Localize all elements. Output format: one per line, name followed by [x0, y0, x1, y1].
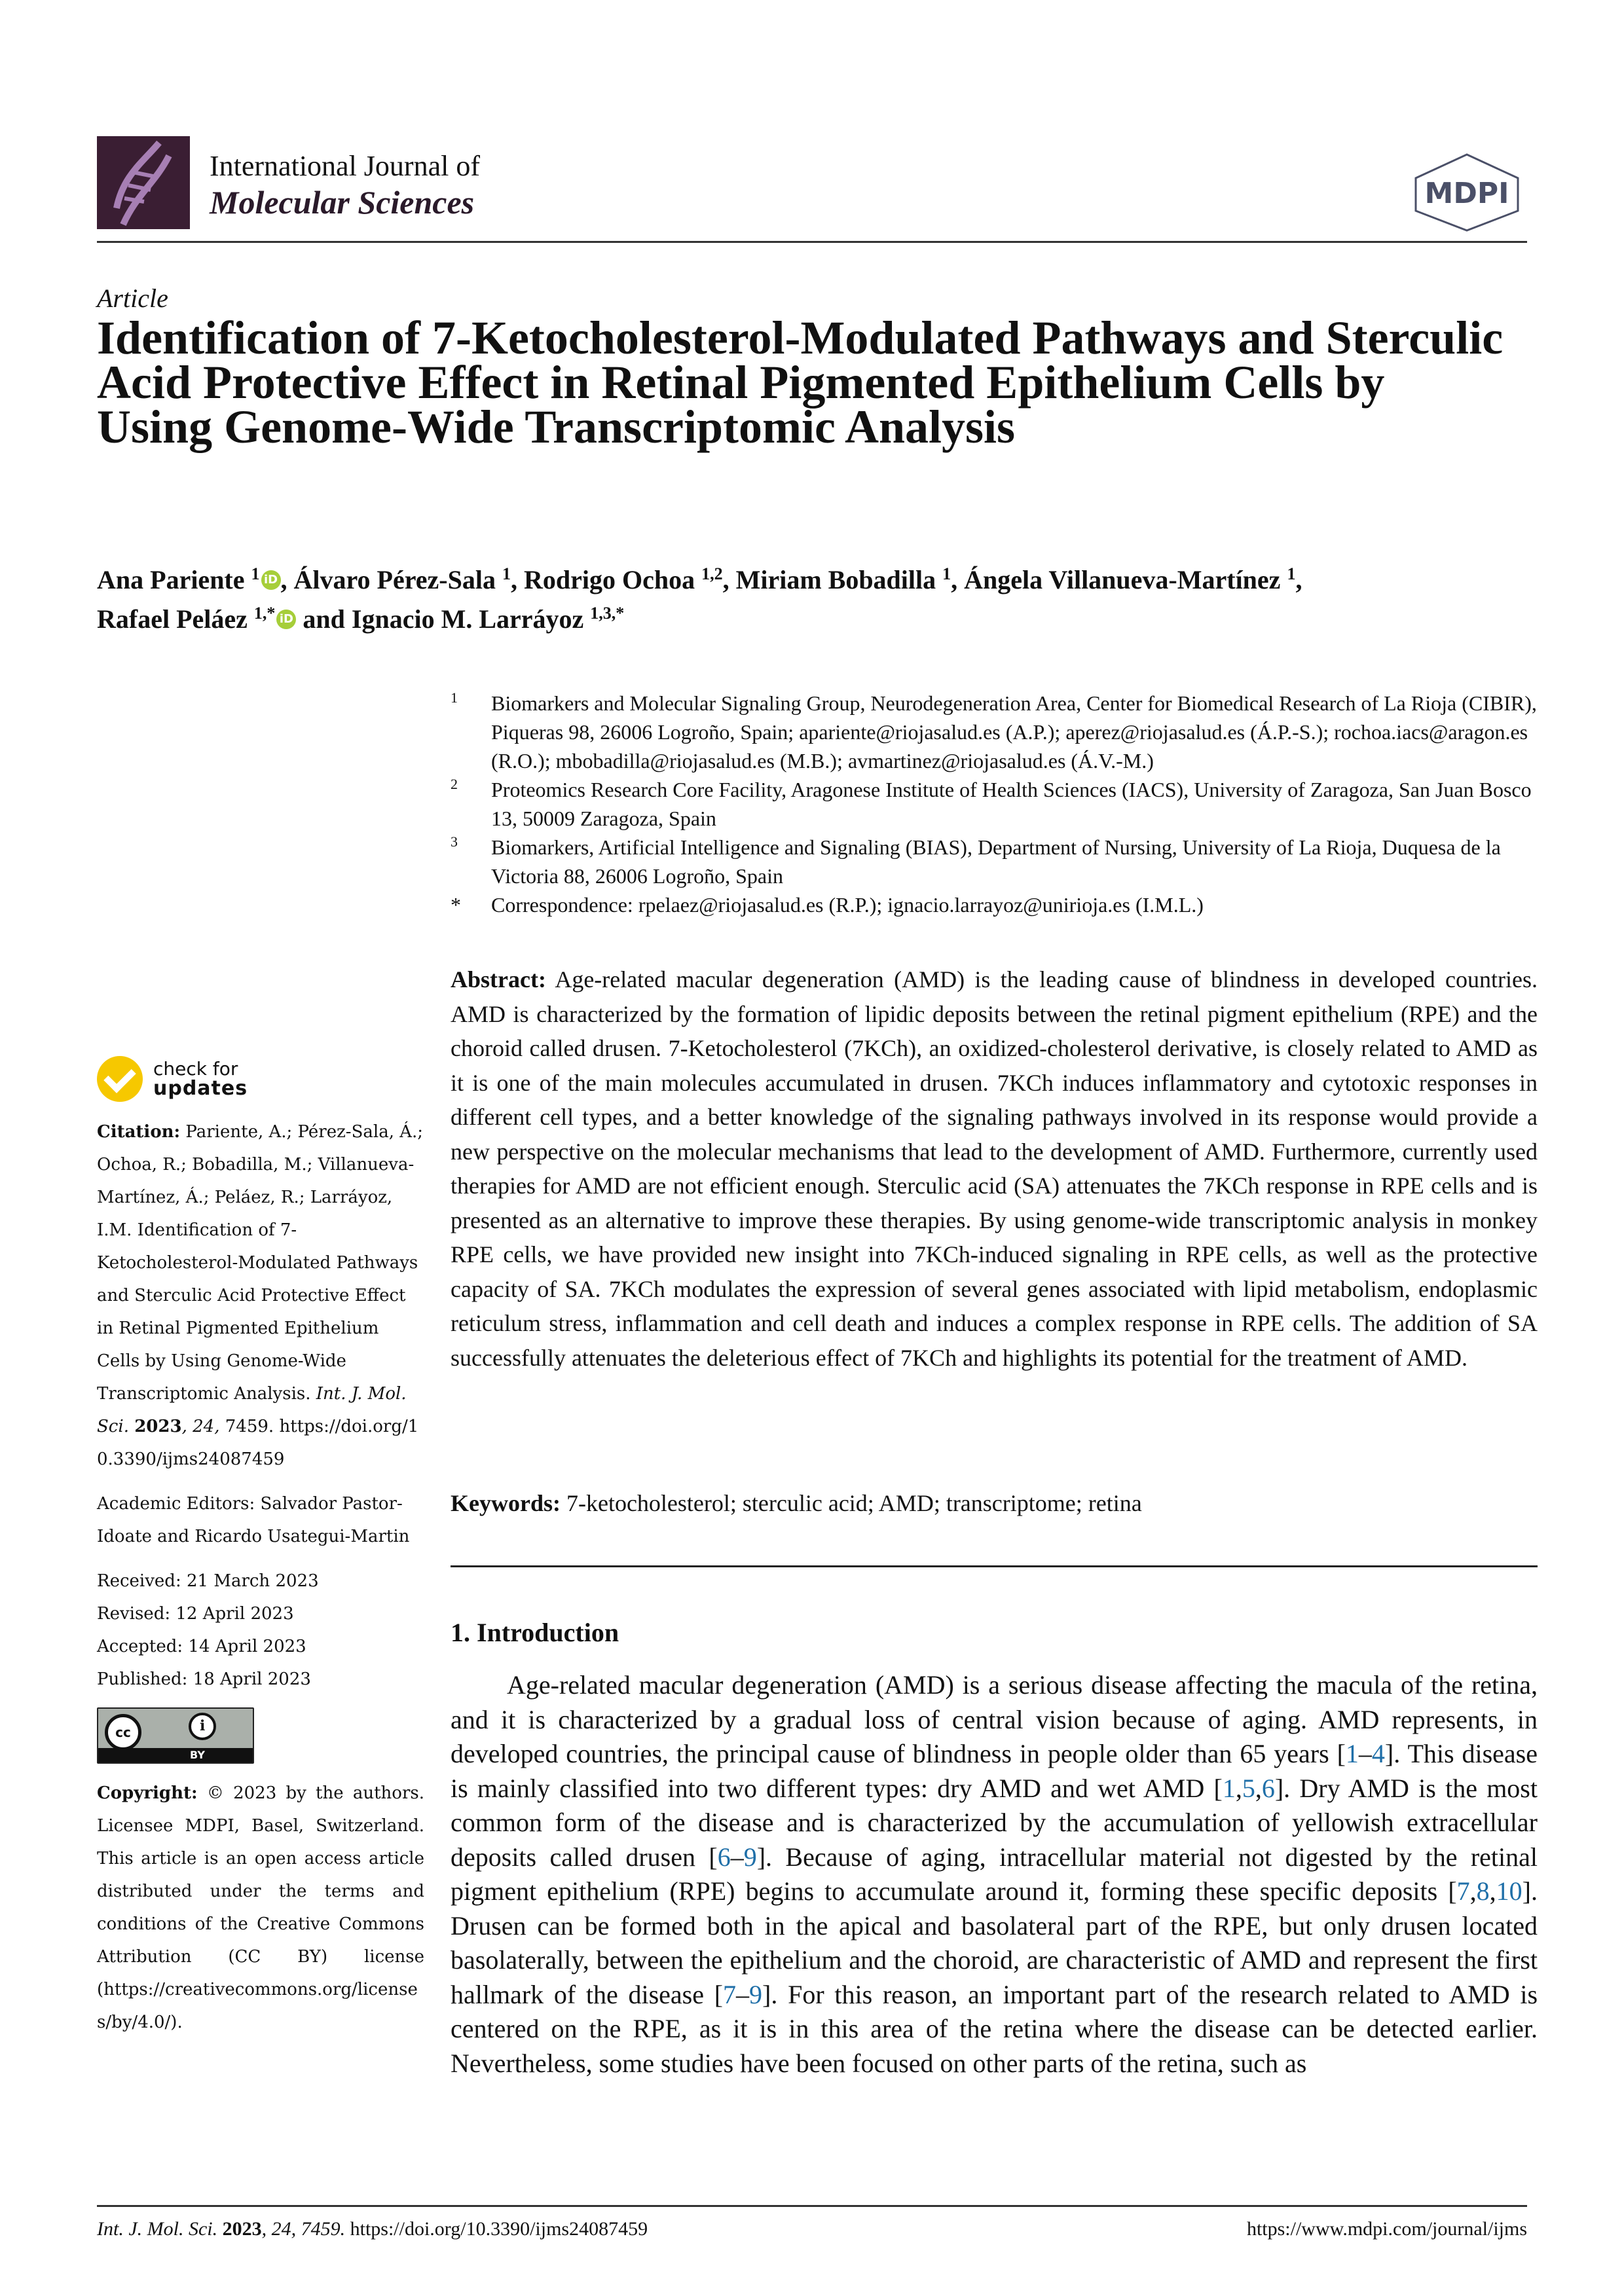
paragraph-text: – [736, 1979, 750, 2009]
author-separator: , [280, 565, 294, 594]
paper-title: Identification of 7-Ketocholesterol-Modulated Pathways and Sterculic Acid Protective Effect in Retinal Pigmented Epithelium Cells by Using Genome-Wide Transcriptomic Analysis [97, 312, 1504, 453]
abstract-text: Age-related macular degeneration (AMD) is the leading cause of blindness in developed countries. AMD is characterized by the formation of lipidic deposits between the retinal pigment epithelium (RPE) and the choroid called drusen. 7-Ketocholesterol (7KCh), an oxidized-cholesterol derivative, is closely related to AMD as it is one of the main molecules accumulated in drusen. 7KCh induces inflammatory and cytotoxic responses in different cell types, and a better knowledge of the signaling pathways involved in its response would provide a new perspective on the molecular mechanisms that lead to the development of AMD. Furthermore, currently used therapies for AMD are not efficient enough. Sterculic acid (SA) attenuates the 7KCh response in RPE cells and is presented as an alternative to improve these therapies. By using genome-wide transcriptomic analysis in monkey RPE cells, we have provided new insight into 7KCh-induced signaling in RPE cells, as well as the protective capacity of SA. 7KCh modulates the expression of several genes associated with lipid metabolism, endoplasmic reticulum stress, inflammation and cell death and induces a complex response in RPE cells. The addition of SA successfully attenuates the deleterious effect of 7KCh and highlights its potential for the treatment of AMD. [451, 966, 1538, 1371]
article-info-sidebar [97, 1048, 424, 2050]
reference-link[interactable]: 7 [1456, 1876, 1470, 1906]
orcid-icon[interactable]: iD [261, 570, 281, 590]
affiliation-text: Correspondence: rpelaez@riojasalud.es (R.P.); ignacio.larrayoz@unirioja.es (I.M.L.) [491, 893, 1204, 917]
affiliation-marker: 3 [451, 833, 458, 850]
paragraph-text: Age-related macular degeneration (AMD) is a serious disease affecting the macula of the retina, and it is characterized by a gradual loss of central vision because of aging. AMD represents, in developed countries, the principal cause of blindness in people older than 65 years [ [451, 1670, 1538, 1768]
introduction-paragraph [451, 1668, 1538, 2081]
paragraph-text: ]. Because of aging, intracellular material not digested by the retinal pigment epithelium (RPE) begins to accumulate around it, forming these specific deposits [ [451, 1842, 1538, 1906]
keywords-label: Keywords: [451, 1490, 561, 1516]
publication-dates [97, 1565, 424, 1696]
paragraph-text: , [1469, 1876, 1477, 1906]
affiliation-item [451, 775, 1538, 833]
author-separator: and [296, 604, 352, 634]
check-updates-line2: updates [153, 1077, 248, 1100]
affiliation-text: Biomarkers and Molecular Signaling Group, Neurodegeneration Area, Center for Biomedical Research of La Rioja (CIBIR), Piqueras 98, 26006 Logroño, Spain; apariente@riojasalud.es (A.P.); aperez@riojasalud.es (Á.P.-S.); rochoa.iacs@aragon.es (R.O.); mbobadilla@riojasalud.es (M.B.); avmartinez@riojasalud.es (Á.V.-M.) [491, 691, 1537, 773]
author-separator: , [510, 565, 524, 594]
date-published: Published: 18 April 2023 [97, 1669, 311, 1689]
reference-link[interactable]: 5 [1242, 1773, 1255, 1803]
affiliations [451, 689, 1538, 919]
check-updates-line1: check for [153, 1058, 238, 1080]
by-label: BY [190, 1749, 205, 1761]
author-name: Álvaro Pérez-Sala [293, 565, 502, 594]
citation-journal: Int. J. Mol. Sci. [97, 1384, 407, 1436]
orcid-icon[interactable]: iD [276, 610, 296, 629]
citation-doi-link[interactable]: https://doi.org/10.3390/ijms24087459 [97, 1417, 419, 1469]
abstract-label: Abstract: [451, 966, 546, 993]
dna-helix-icon [97, 136, 190, 229]
svg-text:MDPI: MDPI [1424, 177, 1509, 210]
reference-link[interactable]: 8 [1476, 1876, 1490, 1906]
reference-link[interactable]: 4 [1371, 1739, 1385, 1768]
journal-logo [97, 136, 190, 229]
footer-divider [97, 2205, 1527, 2207]
copyright-notice [97, 1777, 424, 2039]
footer-journal-url[interactable]: https://www.mdpi.com/journal/ijms [1246, 2218, 1527, 2240]
copyright-label: Copyright: [97, 1783, 198, 1803]
header-divider [97, 241, 1527, 243]
reference-link[interactable]: 9 [749, 1979, 763, 2009]
date-accepted: Accepted: 14 April 2023 [97, 1637, 306, 1656]
footer-citation [97, 2218, 648, 2240]
affiliation-marker: * [451, 893, 461, 917]
affiliation-text: Proteomics Research Core Facility, Aragonese Institute of Health Sciences (IACS), University of Zaragoza, San Juan Bosco 13, 50009 Zaragoza, Spain [491, 778, 1532, 830]
reference-link[interactable]: 7 [723, 1979, 737, 2009]
footer-journal: Int. J. Mol. Sci. [97, 2218, 218, 2240]
reference-link[interactable]: 1 [1222, 1773, 1236, 1803]
author-affiliation-marker: 1,* [253, 604, 276, 623]
paragraph-text: ]. This disease is mainly classified into two different types: dry AMD and wet AMD [ [451, 1739, 1538, 1803]
affiliation-item [451, 689, 1538, 775]
paragraph-text: – [730, 1842, 744, 1872]
footer-volume: , 24, 7459. [261, 2218, 346, 2240]
creative-commons-icon: cc [105, 1714, 141, 1751]
affiliation-item [451, 833, 1538, 890]
author-list [97, 560, 1538, 639]
affiliation-marker: 1 [451, 689, 458, 706]
author-name: Ignacio M. Larráyoz [351, 604, 591, 634]
copyright-text: © 2023 by the authors. Licensee MDPI, Basel, Switzerland. This article is an open access article distributed under the terms and conditions of the Creative Commons Attribution (CC BY) license (https://creativecommons.org/licenses/by/4.0/). [97, 1783, 424, 2032]
affiliation-text: Biomarkers, Artificial Intelligence and Signaling (BIAS), Department of Nursing, University of La Rioja, Duquesa de la Victoria 88, 26006 Logroño, Spain [491, 835, 1501, 888]
reference-link[interactable]: 1 [1345, 1739, 1359, 1768]
author-separator: , [951, 565, 965, 594]
paragraph-text: , [1255, 1773, 1262, 1803]
check-for-updates-button[interactable] [97, 1048, 424, 1110]
author-affiliation-marker: 1 [502, 564, 511, 583]
badge-band [98, 1748, 253, 1762]
section-divider [451, 1565, 1538, 1567]
paragraph-text: ]. Drusen can be formed both in the apical and basolateral part of the RPE, but only drusen located basolaterally, between the epithelium and the choroid, are characteristic of AMD and represent the first hallmark of the disease [ [451, 1876, 1538, 2009]
footer-year: 2023 [222, 2218, 262, 2240]
author-affiliation-marker: 1,2 [701, 564, 723, 583]
paragraph-text: ]. Dry AMD is the most common form of the disease and is characterized by the accumulation of yellowish extracellular deposits called drusen [ [451, 1773, 1538, 1872]
paragraph-text: ]. For this reason, an important part of the research related to AMD is centered on the RPE, as it is in this area of the retina where the disease can be detected earlier. Nevertheless, some studies have been focused on other parts of the retina, such as [451, 1979, 1538, 2078]
author-separator: , [1295, 565, 1302, 594]
keywords-text: 7-ketocholesterol; sterculic acid; AMD; transcriptome; retina [560, 1490, 1142, 1516]
author-name: Ángela Villanueva-Martínez [964, 565, 1287, 594]
date-received: Received: 21 March 2023 [97, 1571, 319, 1591]
journal-name-line1: International Journal of [210, 150, 480, 182]
journal-name [210, 149, 480, 221]
author-name: Rodrigo Ochoa [523, 565, 702, 594]
footer-doi-link[interactable]: https://doi.org/10.3390/ijms24087459 [350, 2218, 648, 2240]
citation-volume: , 24, [181, 1417, 220, 1436]
attribution-person-icon: ℹ [189, 1713, 216, 1740]
author-affiliation-marker: 1 [942, 564, 951, 583]
author-name: Rafael Peláez [97, 604, 254, 634]
affiliation-item [451, 890, 1538, 919]
date-revised: Revised: 12 April 2023 [97, 1604, 294, 1624]
author-affiliation-marker: 1 [1287, 564, 1296, 583]
mdpi-logo [1408, 152, 1526, 233]
checkmark-icon [97, 1056, 143, 1102]
citation-year: 2023 [134, 1417, 182, 1436]
author-separator: , [722, 565, 736, 594]
paragraph-text: , [1235, 1773, 1242, 1803]
citation [97, 1116, 424, 1476]
citation-article: 7459. [219, 1417, 280, 1436]
author-affiliation-marker: 1 [251, 564, 260, 583]
reference-link[interactable]: 10 [1496, 1876, 1522, 1906]
section-heading-introduction: 1. Introduction [451, 1618, 619, 1647]
keywords [451, 1486, 1538, 1520]
citation-label: Citation: [97, 1122, 181, 1142]
author-name: Ana Pariente [97, 565, 251, 594]
paragraph-text: , [1489, 1876, 1496, 1906]
journal-name-line2: Molecular Sciences [210, 184, 475, 221]
reference-link[interactable]: 9 [743, 1842, 757, 1872]
academic-editors: Academic Editors: Salvador Pastor-Idoate and Ricardo Usategui-Martin [97, 1494, 410, 1546]
reference-link[interactable]: 6 [1261, 1773, 1275, 1803]
affiliation-marker: 2 [451, 776, 458, 792]
reference-link[interactable]: 6 [717, 1842, 731, 1872]
paragraph-text: – [1358, 1739, 1372, 1768]
author-affiliation-marker: 1,3,* [590, 604, 625, 623]
author-name: Miriam Bobadilla [735, 565, 943, 594]
cc-by-license-badge[interactable] [97, 1707, 254, 1764]
citation-text: Pariente, A.; Pérez-Sala, Á.; Ochoa, R.; Bobadilla, M.; Villanueva-Martínez, Á.; Peláez, R.; Larráyoz, I.M. Identification of 7-Ketocholesterol-Modulated Pathways and Sterculic Acid Protective Effect in Retinal Pigmented Epithelium Cells by Using Genome-Wide Transcriptomic Analysis. [97, 1122, 424, 1404]
abstract [451, 962, 1538, 1375]
article-type: Article [97, 283, 168, 313]
